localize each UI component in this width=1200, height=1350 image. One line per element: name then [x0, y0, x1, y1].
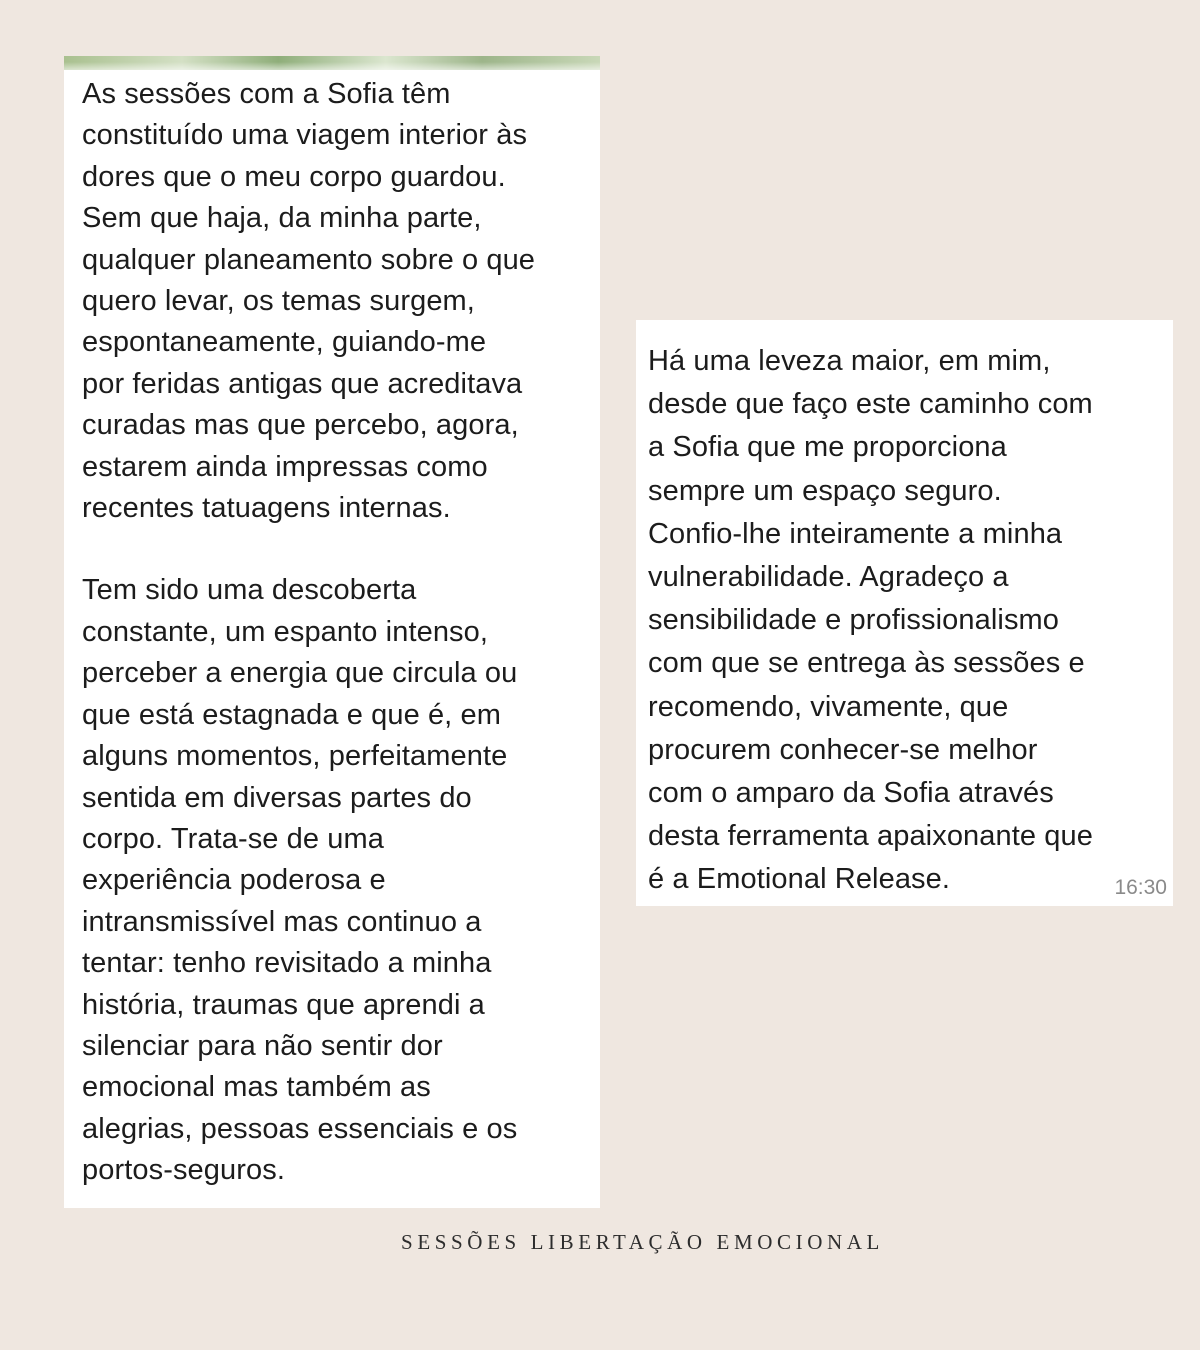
testimonial-message-bubble-left: [64, 56, 600, 1208]
message-timestamp: 16:30: [1114, 876, 1167, 899]
message-paragraph-1: As sessões com a Sofia têm constituído uma viagem interior às dores que o meu corpo guardou. Sem que haja, da minha parte, qualquer planeamento sobre o que quero levar, os temas surgem, espontaneamente, guiando-me por feridas antigas que acreditava curadas mas que percebo, agora, estarem ainda impressas como recentes tatuagens internas.: [82, 78, 536, 525]
message-paragraph-2: Tem sido uma descoberta constante, um espanto intenso, perceber a energia que circula ou que está estagnada e que é, em alguns momentos, perfeitamente sentida em diversas partes do corpo. Trata-se de uma experiência poderosa e intransmissível mas continuo a tentar: tenho revisitado a minha história, traumas que aprendi a silenciar para não sentir dor emocional mas também as alegrias, pessoas essenciais e os portos-seguros.: [82, 574, 518, 1187]
message-text: Há uma leveza maior, em mim, desde que faço este caminho com a Sofia que me proporciona sempre um espaço seguro. Confio-lhe inteiramente a minha vulnerabilidade. Agradeço a sensibilidade e profissionalismo com que se entrega às sessões e recomendo, vivamente, que procurem conhecer-se melhor com o amparo da Sofia através desta ferramenta apaixonante que é a Emotional Release.: [648, 345, 1093, 896]
testimonial-message-bubble-right: [636, 320, 1173, 906]
page-caption: SESSÕES LIBERTAÇÃO EMOCIONAL: [401, 1230, 884, 1254]
paragraph-spacer: [82, 529, 584, 570]
